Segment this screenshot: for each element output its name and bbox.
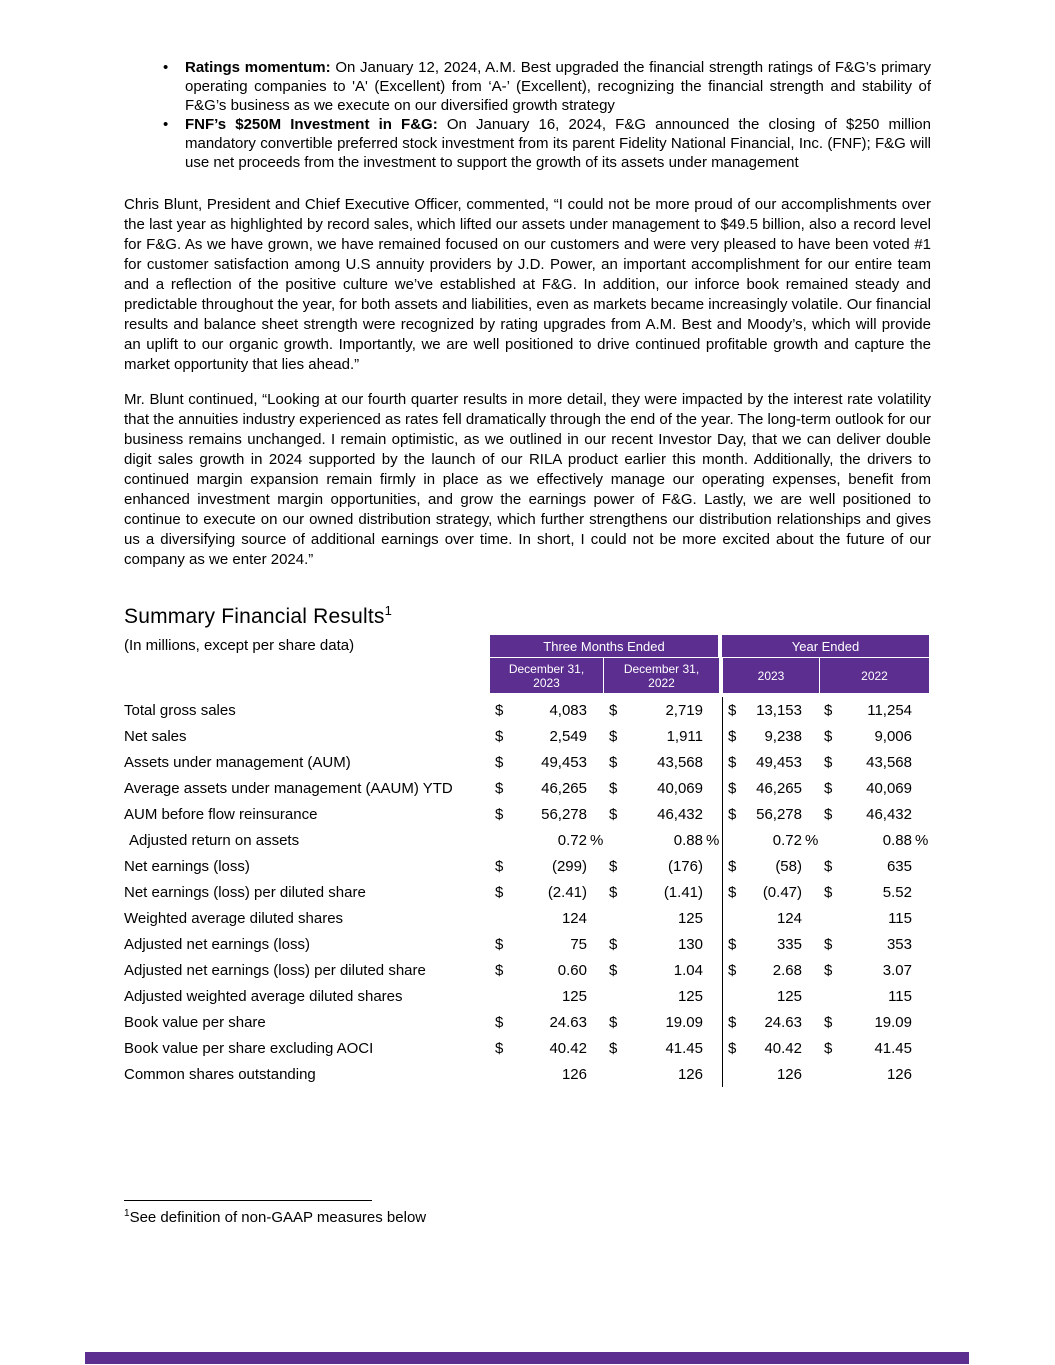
cell-fy-2023: [723, 801, 819, 827]
cell-value: 126: [561, 1065, 587, 1083]
cell-q4-2022: [604, 697, 720, 723]
cell-value: 24.63: [549, 1013, 587, 1031]
currency-symbol: $: [824, 805, 833, 823]
cell-value: 43,568: [866, 753, 912, 771]
bullet-lead: Ratings momentum:: [185, 59, 331, 76]
row-label: Net earnings (loss) per diluted share: [124, 883, 366, 901]
currency-symbol: $: [609, 805, 618, 823]
cell-suffix: %: [706, 831, 720, 849]
currency-symbol: $: [495, 961, 504, 979]
cell-value: 75: [570, 935, 587, 953]
currency-symbol: $: [495, 753, 504, 771]
cell-q4-2022: [604, 879, 720, 905]
cell-value: 40.42: [764, 1039, 802, 1057]
cell-value: 126: [776, 1065, 802, 1083]
currency-symbol: $: [495, 1039, 504, 1057]
row-label: Total gross sales: [124, 701, 236, 719]
cell-value: 40,069: [657, 779, 703, 797]
cell-q4-2023: [490, 957, 604, 983]
year-ended-group: [722, 723, 929, 749]
currency-symbol: $: [728, 857, 737, 875]
cell-fy-2022: [819, 957, 929, 983]
cell-value: 46,432: [866, 805, 912, 823]
cell-q4-2022: [604, 853, 720, 879]
column-header-q4-2023: December 31, 2023: [490, 658, 603, 693]
currency-symbol: $: [495, 857, 504, 875]
currency-symbol: $: [824, 779, 833, 797]
cell-fy-2022: [819, 827, 929, 853]
table-row: [124, 801, 931, 827]
table-subtitle: (In millions, except per share data): [124, 637, 355, 654]
cell-fy-2023: [723, 749, 819, 775]
cell-value: 40,069: [866, 779, 912, 797]
footnote: [124, 1200, 426, 1226]
cell-value: 126: [886, 1065, 912, 1083]
table-group-header-row: [124, 635, 931, 657]
currency-symbol: $: [728, 1039, 737, 1057]
cell-value: 353: [886, 935, 912, 953]
row-label: Adjusted return on assets: [129, 831, 300, 849]
cell-q4-2022: [604, 775, 720, 801]
currency-symbol: $: [728, 961, 737, 979]
table-row: [124, 957, 931, 983]
title-superscript: 1: [384, 603, 393, 618]
currency-symbol: $: [495, 935, 504, 953]
cell-fy-2023: [723, 1035, 819, 1061]
currency-symbol: $: [824, 1013, 833, 1031]
cell-q4-2022: [604, 957, 720, 983]
cell-q4-2023: [490, 1061, 604, 1087]
row-label: Adjusted weighted average diluted shares: [124, 987, 403, 1005]
row-label: Assets under management (AUM): [124, 753, 351, 771]
table-row: [124, 1061, 931, 1087]
currency-symbol: $: [609, 701, 618, 719]
cell-q4-2022: [604, 1035, 720, 1061]
cell-q4-2023: [490, 853, 604, 879]
bullet-text: On January 12, 2024, A.M. Best upgraded the financial strength ratings of F&G’s primary operating companies to 'A' (Excellent) from ‘A-’ (Excellent), recognizing the financial strength and stability of F&G’s business as we execute on our diversified growth strategy: [185, 59, 931, 114]
year-ended-group: [722, 775, 929, 801]
year-ended-group: [722, 983, 929, 1009]
cell-value: 19.09: [874, 1013, 912, 1031]
cell-value: 24.63: [764, 1013, 802, 1031]
currency-symbol: $: [728, 883, 737, 901]
cell-fy-2022: [819, 983, 929, 1009]
cell-value: (58): [775, 857, 802, 875]
cell-value: 124: [561, 909, 587, 927]
highlights-list: [155, 58, 931, 172]
currency-symbol: $: [495, 701, 504, 719]
cell-fy-2022: [819, 905, 929, 931]
cell-value: 0.72: [772, 831, 802, 849]
currency-symbol: $: [609, 779, 618, 797]
currency-symbol: $: [609, 883, 618, 901]
cell-value: 115: [888, 987, 912, 1005]
cell-q4-2022: [604, 1061, 720, 1087]
column-header-fy-2022: 2022: [820, 658, 929, 693]
group-header-year-ended: Year Ended: [722, 635, 929, 657]
cell-value: 46,432: [657, 805, 703, 823]
cell-q4-2023: [490, 697, 604, 723]
table-column-header-row: [124, 658, 931, 693]
cell-q4-2022: [604, 827, 720, 853]
cell-value: 2,549: [549, 727, 587, 745]
cell-value: 2.68: [772, 961, 802, 979]
row-label: Net earnings (loss): [124, 857, 250, 875]
cell-fy-2023: [723, 853, 819, 879]
cell-value: 46,265: [541, 779, 587, 797]
cell-value: 41.45: [874, 1039, 912, 1057]
ceo-comment-paragraph: Chris Blunt, President and Chief Executive Officer, commented, “I could not be more proud of our accomplishments over the last year as highlighted by record sales, which lifted our assets under management to $49.5 billion, also a record level for F&G. As we have grown, we have remained focused on our customers and were very pleased to have been voted #1 for customer satisfaction among U.S annuity providers by J.D. Power, an important accomplishment for our entire team and a reflection of the positive culture we’ve established at F&G. In addition, our inforce book remained steady and predictable throughout the year, for both assets and liabilities, even as markets became increasingly volatile. Our financial results and balance sheet strength were recognized by rating upgrades from A.M. Best and Moody’s, which will provide an uplift to our organic growth. Importantly, we are well positioned to drive continued profitable growth and capture the market opportunity that lies ahead.”: [124, 196, 931, 373]
table-body: [124, 693, 931, 1087]
cell-fy-2022: [819, 879, 929, 905]
currency-symbol: $: [609, 1013, 618, 1031]
cell-suffix: %: [915, 831, 929, 849]
cell-fy-2022: [819, 1035, 929, 1061]
column-header-q4-2022: December 31, 2022: [604, 658, 719, 693]
cell-value: 41.45: [665, 1039, 703, 1057]
cell-value: 13,153: [756, 701, 802, 719]
cell-value: 49,453: [541, 753, 587, 771]
financial-table: [124, 635, 931, 1087]
currency-symbol: $: [495, 883, 504, 901]
year-ended-group: [722, 827, 929, 853]
bullet-text: On January 16, 2024, F&G announced the closing of $250 million mandatory convertible preferred stock investment from its parent Fidelity National Financial, Inc. (FNF); F&G will use net proceeds from the investment to support the growth of its assets under management: [185, 116, 931, 171]
cell-fy-2022: [819, 931, 929, 957]
cell-q4-2022: [604, 905, 720, 931]
currency-symbol: $: [495, 779, 504, 797]
footnote-superscript: 1: [124, 1208, 130, 1219]
section-title: [124, 603, 931, 629]
year-ended-group: [722, 853, 929, 879]
cell-value: 2,719: [665, 701, 703, 719]
cell-fy-2023: [723, 905, 819, 931]
year-ended-group: [722, 1061, 929, 1087]
year-ended-group: [722, 1035, 929, 1061]
cell-value: 43,568: [657, 753, 703, 771]
row-label: Adjusted net earnings (loss): [124, 935, 310, 953]
row-label: Common shares outstanding: [124, 1065, 316, 1083]
currency-symbol: $: [824, 961, 833, 979]
cell-value: 125: [677, 909, 703, 927]
cell-q4-2022: [604, 983, 720, 1009]
cell-fy-2022: [819, 1009, 929, 1035]
cell-fy-2022: [819, 801, 929, 827]
cell-fy-2023: [723, 931, 819, 957]
cell-q4-2023: [490, 723, 604, 749]
currency-symbol: $: [728, 727, 737, 745]
cell-fy-2022: [819, 1061, 929, 1087]
column-header-fy-2023: 2023: [723, 658, 819, 693]
cell-value: 1,911: [666, 727, 703, 745]
cell-q4-2023: [490, 931, 604, 957]
cell-value: 9,006: [874, 727, 912, 745]
currency-symbol: $: [609, 753, 618, 771]
cell-suffix: %: [805, 831, 819, 849]
cell-value: (176): [667, 857, 703, 875]
cell-value: 19.09: [665, 1013, 703, 1031]
cell-q4-2022: [604, 1009, 720, 1035]
row-label: Book value per share: [124, 1013, 266, 1031]
currency-symbol: $: [609, 1039, 618, 1057]
cell-value: (299): [551, 857, 587, 875]
cell-q4-2022: [604, 801, 720, 827]
table-row: [124, 879, 931, 905]
currency-symbol: $: [495, 1013, 504, 1031]
year-ended-group: [722, 697, 929, 723]
cell-fy-2022: [819, 853, 929, 879]
table-row: [124, 749, 931, 775]
currency-symbol: $: [609, 727, 618, 745]
cell-value: 125: [776, 987, 802, 1005]
cell-fy-2023: [723, 1009, 819, 1035]
table-row: [124, 853, 931, 879]
cell-fy-2023: [723, 1061, 819, 1087]
footnote-text-line: [124, 1208, 426, 1226]
currency-symbol: $: [609, 857, 618, 875]
bullet-item-ratings: [155, 58, 931, 115]
cell-value: 5.52: [882, 883, 912, 901]
cell-value: 56,278: [541, 805, 587, 823]
year-ended-group: [722, 957, 929, 983]
row-label: AUM before flow reinsurance: [124, 805, 318, 823]
currency-symbol: $: [495, 805, 504, 823]
currency-symbol: $: [728, 701, 737, 719]
cell-value: (0.47): [762, 883, 802, 901]
footnote-rule: [124, 1200, 372, 1201]
cell-value: 125: [561, 987, 587, 1005]
cell-q4-2022: [604, 749, 720, 775]
group-header-three-months: Three Months Ended: [490, 635, 718, 657]
table-row: [124, 775, 931, 801]
cell-q4-2023: [490, 801, 604, 827]
cell-value: 0.60: [557, 961, 587, 979]
cell-value: 0.88: [673, 831, 703, 849]
cell-value: 125: [677, 987, 703, 1005]
cell-q4-2023: [490, 749, 604, 775]
table-row: [124, 905, 931, 931]
cell-fy-2022: [819, 749, 929, 775]
cell-value: 9,238: [764, 727, 802, 745]
cell-fy-2022: [819, 697, 929, 723]
cell-value: 40.42: [549, 1039, 587, 1057]
cell-fy-2023: [723, 697, 819, 723]
cell-value: 0.88: [882, 831, 912, 849]
currency-symbol: $: [728, 805, 737, 823]
cell-value: 335: [776, 935, 802, 953]
year-ended-group: [722, 801, 929, 827]
cell-q4-2023: [490, 983, 604, 1009]
cell-value: 115: [888, 909, 912, 927]
section-title-text: Summary Financial Results: [124, 605, 385, 628]
cell-fy-2023: [723, 723, 819, 749]
footnote-text: See definition of non-GAAP measures below: [129, 1209, 427, 1226]
cell-value: 1.04: [673, 961, 703, 979]
currency-symbol: $: [728, 1013, 737, 1031]
cell-value: (2.41): [547, 883, 587, 901]
footer-bar: [85, 1352, 969, 1364]
cell-q4-2022: [604, 931, 720, 957]
table-row: [124, 983, 931, 1009]
year-ended-group: [722, 905, 929, 931]
row-label: Book value per share excluding AOCI: [124, 1039, 374, 1057]
table-subtitle-area: [124, 635, 490, 657]
currency-symbol: $: [824, 883, 833, 901]
currency-symbol: $: [824, 1039, 833, 1057]
year-ended-group: [722, 749, 929, 775]
cell-value: 49,453: [756, 753, 802, 771]
table-row: [124, 1009, 931, 1035]
bullet-lead: FNF’s $250M Investment in F&G:: [185, 116, 438, 133]
cell-q4-2022: [604, 723, 720, 749]
currency-symbol: $: [609, 935, 618, 953]
row-label: Adjusted net earnings (loss) per diluted share: [124, 961, 426, 979]
year-ended-group: [722, 1009, 929, 1035]
cell-value: 635: [886, 857, 912, 875]
cell-value: 130: [677, 935, 703, 953]
cell-fy-2023: [723, 827, 819, 853]
row-label: Net sales: [124, 727, 187, 745]
cell-value: 3.07: [882, 961, 912, 979]
cell-q4-2023: [490, 1035, 604, 1061]
year-ended-group: [722, 879, 929, 905]
cell-q4-2023: [490, 775, 604, 801]
cell-q4-2023: [490, 1009, 604, 1035]
bullet-item-fnf-investment: [155, 115, 931, 172]
year-ended-group: [722, 931, 929, 957]
table-row: [124, 697, 931, 723]
cell-q4-2023: [490, 879, 604, 905]
currency-symbol: $: [824, 753, 833, 771]
cell-value: 56,278: [756, 805, 802, 823]
currency-symbol: $: [824, 701, 833, 719]
currency-symbol: $: [728, 935, 737, 953]
cell-value: 124: [776, 909, 802, 927]
ceo-comment-continued-paragraph: Mr. Blunt continued, “Looking at our fourth quarter results in more detail, they were impacted by the interest rate volatility that the annuities industry experienced as rates fell dramatically through the end of the year. The long-term outlook for our business remains unchanged. I remain optimistic, as we outlined in our recent Investor Day, that we can deliver double digit sales growth in 2024 supported by the launch of our RILA product earlier this month. Additionally, the drivers to continued margin expansion remain firmly in place as we effectively manage our operating expenses, benefit from enhanced investment margin opportunities, and grow the earnings power of F&G. Lastly, we are well positioned to continue to execute on our owned distribution strategy, which further strengthens our distribution relationships and gives us a diversifying source of additional earnings over time. In short, I could not be more excited about the future of our company as we enter 2024.”: [124, 391, 931, 568]
cell-value: (1.41): [663, 883, 703, 901]
cell-value: 11,254: [867, 701, 912, 719]
currency-symbol: $: [824, 935, 833, 953]
row-label: Average assets under management (AAUM) YTD: [124, 779, 453, 797]
cell-fy-2022: [819, 775, 929, 801]
cell-fy-2023: [723, 775, 819, 801]
cell-fy-2023: [723, 983, 819, 1009]
currency-symbol: $: [824, 857, 833, 875]
currency-symbol: $: [728, 753, 737, 771]
cell-value: 46,265: [756, 779, 802, 797]
table-row: [124, 827, 931, 853]
cell-suffix: %: [590, 831, 604, 849]
row-label: Weighted average diluted shares: [124, 909, 344, 927]
cell-q4-2023: [490, 827, 604, 853]
cell-fy-2023: [723, 879, 819, 905]
table-row: [124, 931, 931, 957]
currency-symbol: $: [495, 727, 504, 745]
cell-q4-2023: [490, 905, 604, 931]
cell-value: 126: [677, 1065, 703, 1083]
currency-symbol: $: [728, 779, 737, 797]
currency-symbol: $: [609, 961, 618, 979]
cell-fy-2023: [723, 957, 819, 983]
table-row: [124, 1035, 931, 1061]
table-row: [124, 723, 931, 749]
currency-symbol: $: [824, 727, 833, 745]
cell-fy-2022: [819, 723, 929, 749]
cell-value: 4,083: [549, 701, 587, 719]
cell-value: 0.72: [557, 831, 587, 849]
